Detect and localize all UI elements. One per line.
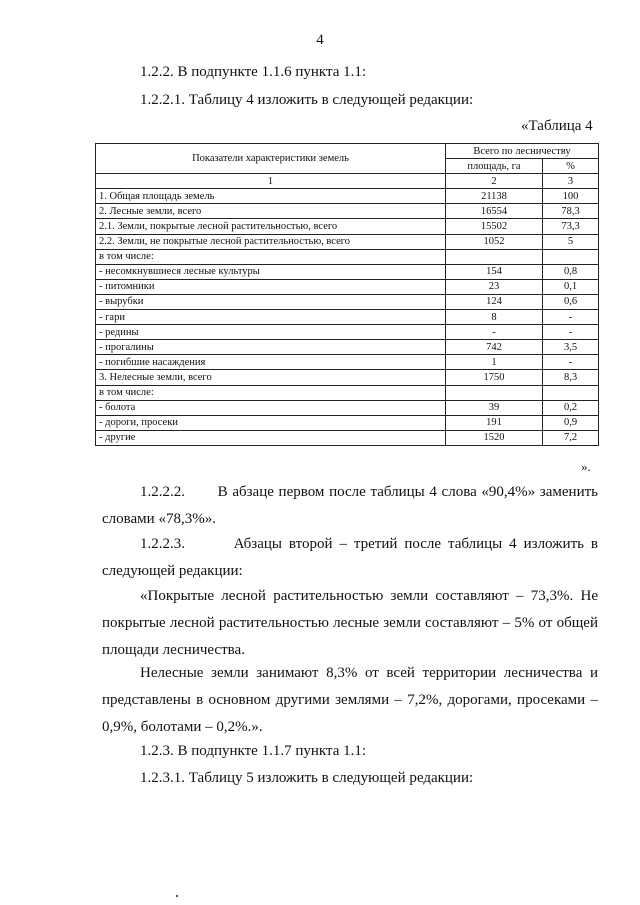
header-area: площадь, га: [446, 159, 543, 174]
column-number: 2: [446, 174, 543, 189]
quoted-text: Нелесные земли занимают 8,3% от всей территории лесничества и представлены в основном другими землями – 7,2%, дорогами, просеками – 0,9%, болотами – 0,2%.».: [102, 665, 598, 735]
clause-text: В абзаце первом после таблицы 4 слова «90,4%» заменить словами «78,3%».: [102, 484, 598, 527]
table-row: [96, 249, 599, 264]
header-total: Всего по лесничеству: [446, 144, 599, 159]
row-label: в том числе:: [96, 249, 446, 264]
clause-number: 1.2.2.2.: [140, 484, 185, 500]
row-label: 2.1. Земли, покрытые лесной растительностью, всего: [96, 219, 446, 234]
row-label: 2.2. Земли, не покрытые лесной растительностью, всего: [96, 234, 446, 249]
table-row: [96, 264, 599, 279]
quoted-text: «Покрытые лесной растительностью земли составляют – 73,3%. Не покрытые лесной растительностью лесные земли составляют – 5% от общей площади лесничества.: [102, 588, 598, 658]
table-row: [96, 385, 599, 400]
table-row: [96, 219, 599, 234]
row-percent: 73,3: [543, 219, 599, 234]
row-percent: 0,6: [543, 294, 599, 309]
row-area: 154: [446, 264, 543, 279]
land-characteristics-table: [95, 143, 599, 446]
row-percent: -: [543, 310, 599, 325]
row-area: 742: [446, 340, 543, 355]
row-label: - дороги, просеки: [96, 415, 446, 430]
row-percent: 0,2: [543, 400, 599, 415]
row-percent: [543, 249, 599, 264]
subsection-heading: 1.2.2. В подпункте 1.1.6 пункта 1.1:: [140, 64, 367, 80]
row-percent: 100: [543, 189, 599, 204]
table-row: [96, 310, 599, 325]
table-row: [96, 400, 599, 415]
table-caption: «Таблица 4: [521, 118, 593, 134]
row-percent: 8,3: [543, 370, 599, 385]
row-label: - другие: [96, 430, 446, 445]
row-area: 1: [446, 355, 543, 370]
table-row: [96, 370, 599, 385]
row-area: 191: [446, 415, 543, 430]
column-number: 1: [96, 174, 446, 189]
column-number: 3: [543, 174, 599, 189]
table-row: [96, 294, 599, 309]
table-column-numbers: [96, 174, 599, 189]
paragraph-1-2-2-3: [102, 531, 598, 585]
row-area: 15502: [446, 219, 543, 234]
row-percent: 0,9: [543, 415, 599, 430]
row-percent: 7,2: [543, 430, 599, 445]
table-row: [96, 325, 599, 340]
row-area: [446, 249, 543, 264]
quoted-paragraph-1: [102, 583, 598, 664]
row-label: - несомкнувшиеся лесные культуры: [96, 264, 446, 279]
row-area: 23: [446, 279, 543, 294]
row-area: 124: [446, 294, 543, 309]
row-percent: [543, 385, 599, 400]
table-row: [96, 340, 599, 355]
row-area: -: [446, 325, 543, 340]
row-area: [446, 385, 543, 400]
row-label: 1. Общая площадь земель: [96, 189, 446, 204]
subsection-heading-2: 1.2.3. В подпункте 1.1.7 пункта 1.1:: [140, 743, 367, 759]
table-row: [96, 355, 599, 370]
scan-speck: [176, 895, 178, 897]
row-percent: 5: [543, 234, 599, 249]
row-area: 39: [446, 400, 543, 415]
row-label: - редины: [96, 325, 446, 340]
row-percent: -: [543, 355, 599, 370]
table-closing-quote: ».: [581, 459, 591, 474]
header-indicator: Показатели характеристики земель: [96, 144, 446, 174]
row-area: 1052: [446, 234, 543, 249]
row-area: 1520: [446, 430, 543, 445]
row-percent: 78,3: [543, 204, 599, 219]
row-percent: 0,8: [543, 264, 599, 279]
row-label: 2. Лесные земли, всего: [96, 204, 446, 219]
clause-number: 1.2.2.3.: [140, 536, 185, 552]
row-area: 1750: [446, 370, 543, 385]
row-area: 16554: [446, 204, 543, 219]
row-area: 8: [446, 310, 543, 325]
table-row: [96, 189, 599, 204]
row-label: - прогалины: [96, 340, 446, 355]
row-percent: 0,1: [543, 279, 599, 294]
table-instruction-2: 1.2.3.1. Таблицу 5 изложить в следующей редакции:: [140, 770, 474, 786]
table-row: [96, 234, 599, 249]
row-label: в том числе:: [96, 385, 446, 400]
table-instruction: 1.2.2.1. Таблицу 4 изложить в следующей редакции:: [140, 92, 474, 108]
row-label: - вырубки: [96, 294, 446, 309]
table-row: [96, 430, 599, 445]
row-percent: -: [543, 325, 599, 340]
quoted-paragraph-2: [102, 660, 598, 741]
paragraph-1-2-2-2: [102, 479, 598, 533]
row-area: 21138: [446, 189, 543, 204]
table-header-row: [96, 144, 599, 159]
clause-text: Абзацы второй – третий после таблицы 4 изложить в следующей редакции:: [102, 536, 598, 579]
table-row: [96, 279, 599, 294]
row-label: 3. Нелесные земли, всего: [96, 370, 446, 385]
row-label: - болота: [96, 400, 446, 415]
row-percent: 3,5: [543, 340, 599, 355]
row-label: - питомники: [96, 279, 446, 294]
row-label: - гари: [96, 310, 446, 325]
row-label: - погибшие насаждения: [96, 355, 446, 370]
table-row: [96, 204, 599, 219]
table-row: [96, 415, 599, 430]
header-percent: %: [543, 159, 599, 174]
page-number: 4: [316, 32, 324, 48]
